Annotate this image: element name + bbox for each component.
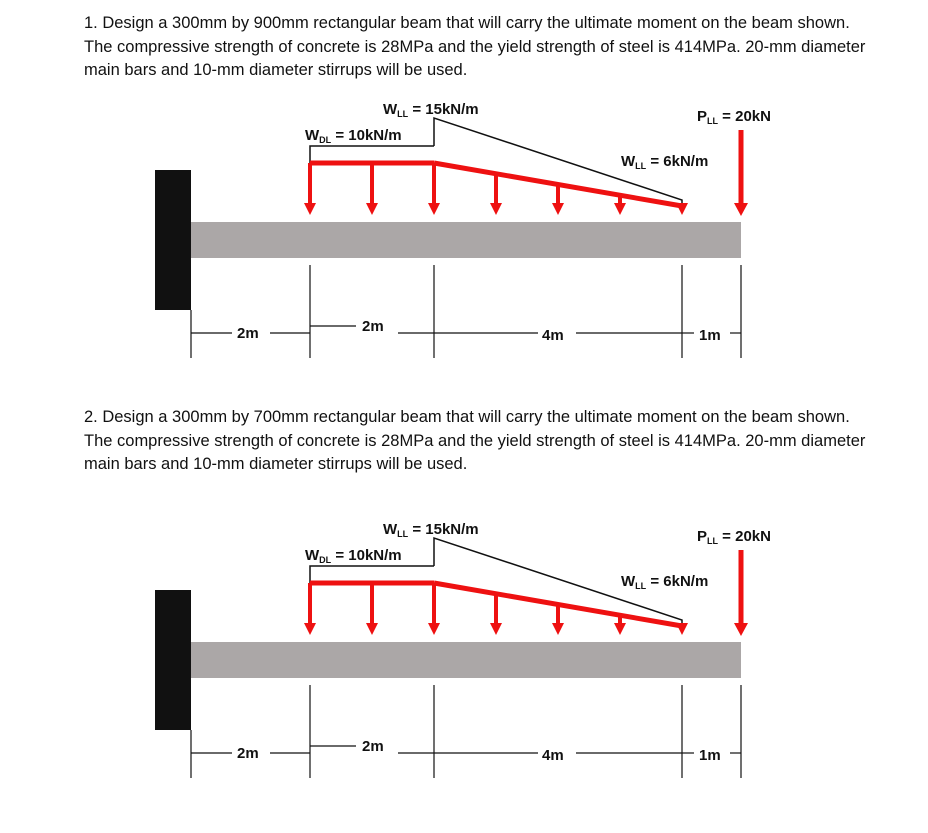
point-load-arrow — [734, 550, 748, 636]
load-arrow — [676, 203, 688, 215]
load-arrow — [490, 594, 502, 635]
dimension-label: 1m — [699, 747, 721, 764]
load-arrow — [552, 184, 564, 215]
problem-1-statement: 1. Design a 300mm by 900mm rectangular beam that will carry the ultimate moment on the beam shown. The compressive strength of concrete is 28MPa and the yield strength of steel is 414MPa. 20-mm diameter main bars and 10-mm diameter stirrups will be used. — [84, 14, 866, 79]
dimension-label: 2m — [362, 318, 384, 335]
dimension-label: 4m — [542, 747, 564, 764]
wll-min-label: $W_{LL} = 6kN/m$ — [621, 573, 709, 591]
load-arrow — [366, 583, 378, 635]
beam-figure-2 — [0, 520, 928, 790]
beam — [191, 642, 741, 678]
problem-2-statement: 2. Design a 300mm by 700mm rectangular beam that will carry the ultimate moment on the beam shown. The compressive strength of concrete is 28MPa and the yield strength of steel is 414MPa. 20-mm diameter main bars and 10-mm diameter stirrups will be used. — [84, 408, 866, 473]
wll-max-label: $W_{LL} = 15kN/m$ — [383, 101, 479, 119]
dimension-label: 4m — [542, 327, 564, 344]
load-arrow — [428, 583, 440, 635]
wll-max-label: $W_{LL} = 15kN/m$ — [383, 521, 479, 539]
load-arrow — [304, 163, 316, 215]
dimension-label: 1m — [699, 327, 721, 344]
point-load-arrow — [734, 130, 748, 216]
dimension-label: 2m — [362, 738, 384, 755]
fixed-support — [155, 170, 191, 310]
beam-figure-1 — [0, 100, 928, 370]
load-arrow — [428, 163, 440, 215]
beam-diagram-2 — [0, 520, 928, 790]
wdl-label: $W_{DL} = 10kN/m$ — [305, 127, 402, 145]
load-arrow — [366, 163, 378, 215]
load-arrow — [676, 623, 688, 635]
load-arrow — [304, 583, 316, 635]
beam-diagram-1 — [0, 100, 928, 370]
pll-label: $P_{LL} = 20kN$ — [697, 528, 771, 546]
dimension-label: 2m — [237, 325, 259, 342]
dimension-label: 2m — [237, 745, 259, 762]
load-arrow — [552, 604, 564, 635]
fixed-support — [155, 590, 191, 730]
load-arrow — [490, 174, 502, 215]
pll-label: $P_{LL} = 20kN$ — [697, 108, 771, 126]
wll-min-label: $W_{LL} = 6kN/m$ — [621, 153, 709, 171]
wdl-label: $W_{DL} = 10kN/m$ — [305, 547, 402, 565]
beam — [191, 222, 741, 258]
